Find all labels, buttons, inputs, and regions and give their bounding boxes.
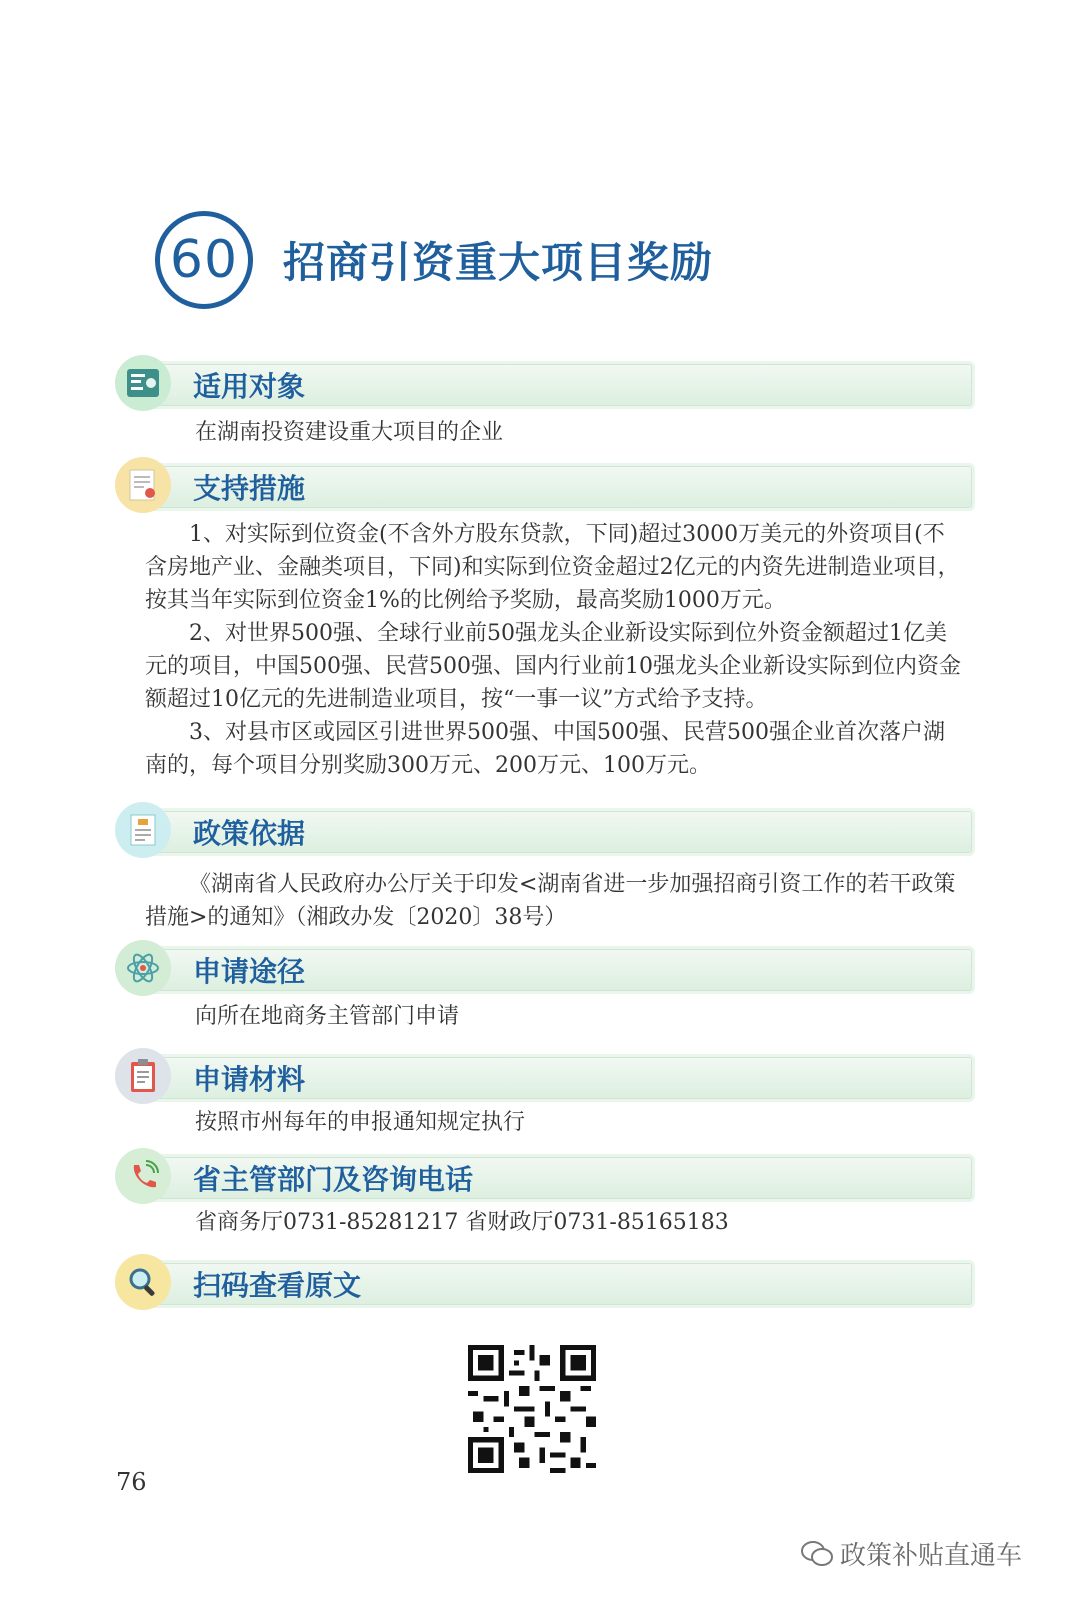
section-header-scan [115,1254,975,1310]
measure-item: 2、对世界500强、全球行业前50强龙头企业新设实际到位外资金额超过1亿美元的项目，中国500强、民营500强、国内行业前10强龙头企业新设实际到位内资金额超过10亿元的先进制造业项目，按“一事一议”方式给予支持。 [145,621,961,712]
title-block [155,210,713,310]
measures-text [145,518,965,782]
section-header-basis [115,802,975,858]
section-title: 扫码查看原文 [193,1269,362,1302]
watermark [800,1535,1022,1572]
phone-icon [115,1148,171,1204]
measure-item: 1、对实际到位资金(不含外方股东贷款，下同)超过3000万美元的外资项目(不含房地产业、金融类项目，下同)和实际到位资金超过2亿元的内资先进制造业项目，按其当年实际到位资金1%的比例给予奖励，最高奖励1000万元。 [145,522,960,613]
target-text: 在湖南投资建设重大项目的企业 [195,420,504,445]
item-number-badge: 60 [155,211,253,309]
section-title: 申请材料 [193,1063,306,1096]
certificate-icon [115,457,171,513]
page-title: 招商引资重大项目奖励 [283,238,714,287]
section-title: 政策依据 [193,817,306,850]
clipboard-icon [115,1048,171,1104]
section-title: 适用对象 [193,370,306,403]
atom-icon [115,940,171,996]
section-header-channel [115,940,975,996]
watermark-text: 政策补贴直通车 [840,1541,1023,1571]
section-header-measures [115,457,975,513]
section-title: 支持措施 [193,472,306,505]
section-title: 省主管部门及咨询电话 [193,1163,474,1196]
basis-text: 《湖南省人民政府办公厅关于印发<湖南省进一步加强招商引资工作的若干政策措施>的通知》（湘政办发〔2020〕38号） [145,872,956,930]
channel-text: 向所在地商务主管部门申请 [195,1004,460,1029]
materials-text: 按照市州每年的申报通知规定执行 [195,1110,526,1135]
section-header-contact [115,1148,975,1204]
magnifier-icon [115,1254,171,1310]
qr-code[interactable] [468,1345,596,1473]
section-header-materials [115,1048,975,1104]
section-header-target [115,355,975,411]
wechat-icon [800,1540,834,1568]
contact-text: 省商务厅0731-85281217 省财政厅0731-85165183 [195,1210,729,1235]
page-number: 76 [116,1468,147,1496]
id-card-icon [115,355,171,411]
document-icon [115,802,171,858]
measure-item: 3、对县市区或园区引进世界500强、中国500强、民营500强企业首次落户湖南的，每个项目分别奖励300万元、200万元、100万元。 [145,720,945,778]
section-title: 申请途径 [193,955,306,988]
